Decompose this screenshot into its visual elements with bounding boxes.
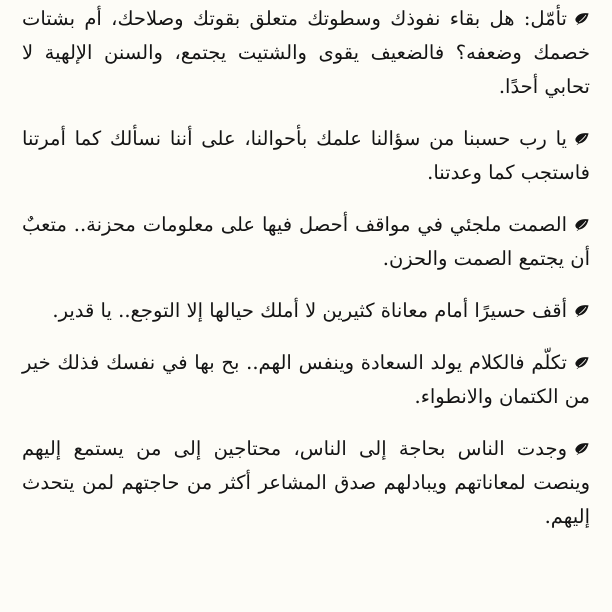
- leaf-bullet-icon: [574, 218, 590, 232]
- paragraph: [22, 2, 590, 104]
- leaf-bullet-icon: [574, 304, 590, 318]
- paragraph-text: تأمّل: هل بقاء نفوذك وسطوتك متعلق بقوتك وصلاحك، أم بشتات خصمك وضعفه؟ فالضعيف يقوى والشتيت يجتمع، والسنن الإلهية لا تحابي أحدًا.: [22, 7, 590, 98]
- leaf-bullet-icon: [574, 442, 590, 456]
- paragraph: [22, 208, 590, 276]
- paragraph: [22, 432, 590, 534]
- leaf-bullet-icon: [574, 132, 590, 146]
- paragraph-text: وجدت الناس بحاجة إلى الناس، محتاجين إلى من يستمع إليهم وينصت لمعاناتهم ويبادلهم صدق المشاعر أكثر من حاجتهم لمن يتحدث إليهم.: [22, 437, 590, 528]
- paragraph-text: تكلّم فالكلام يولد السعادة وينفس الهم.. بح بها في نفسك فذلك خير من الكتمان والانطواء.: [22, 351, 590, 408]
- paragraph: [22, 122, 590, 190]
- leaf-bullet-icon: [574, 12, 590, 26]
- paragraph-text: أقف حسيرًا أمام معاناة كثيرين لا أملك حيالها إلا التوجع.. يا قدير.: [52, 299, 567, 322]
- paragraph-text: الصمت ملجئي في مواقف أحصل فيها على معلومات محزنة.. متعبٌ أن يجتمع الصمت والحزن.: [22, 213, 590, 270]
- paragraph-text: يا رب حسبنا من سؤالنا علمك بأحوالنا، على أننا نسألك كما أمرتنا فاستجب كما وعدتنا.: [22, 127, 590, 184]
- paragraph: [22, 294, 590, 328]
- leaf-bullet-icon: [574, 356, 590, 370]
- paragraph: [22, 346, 590, 414]
